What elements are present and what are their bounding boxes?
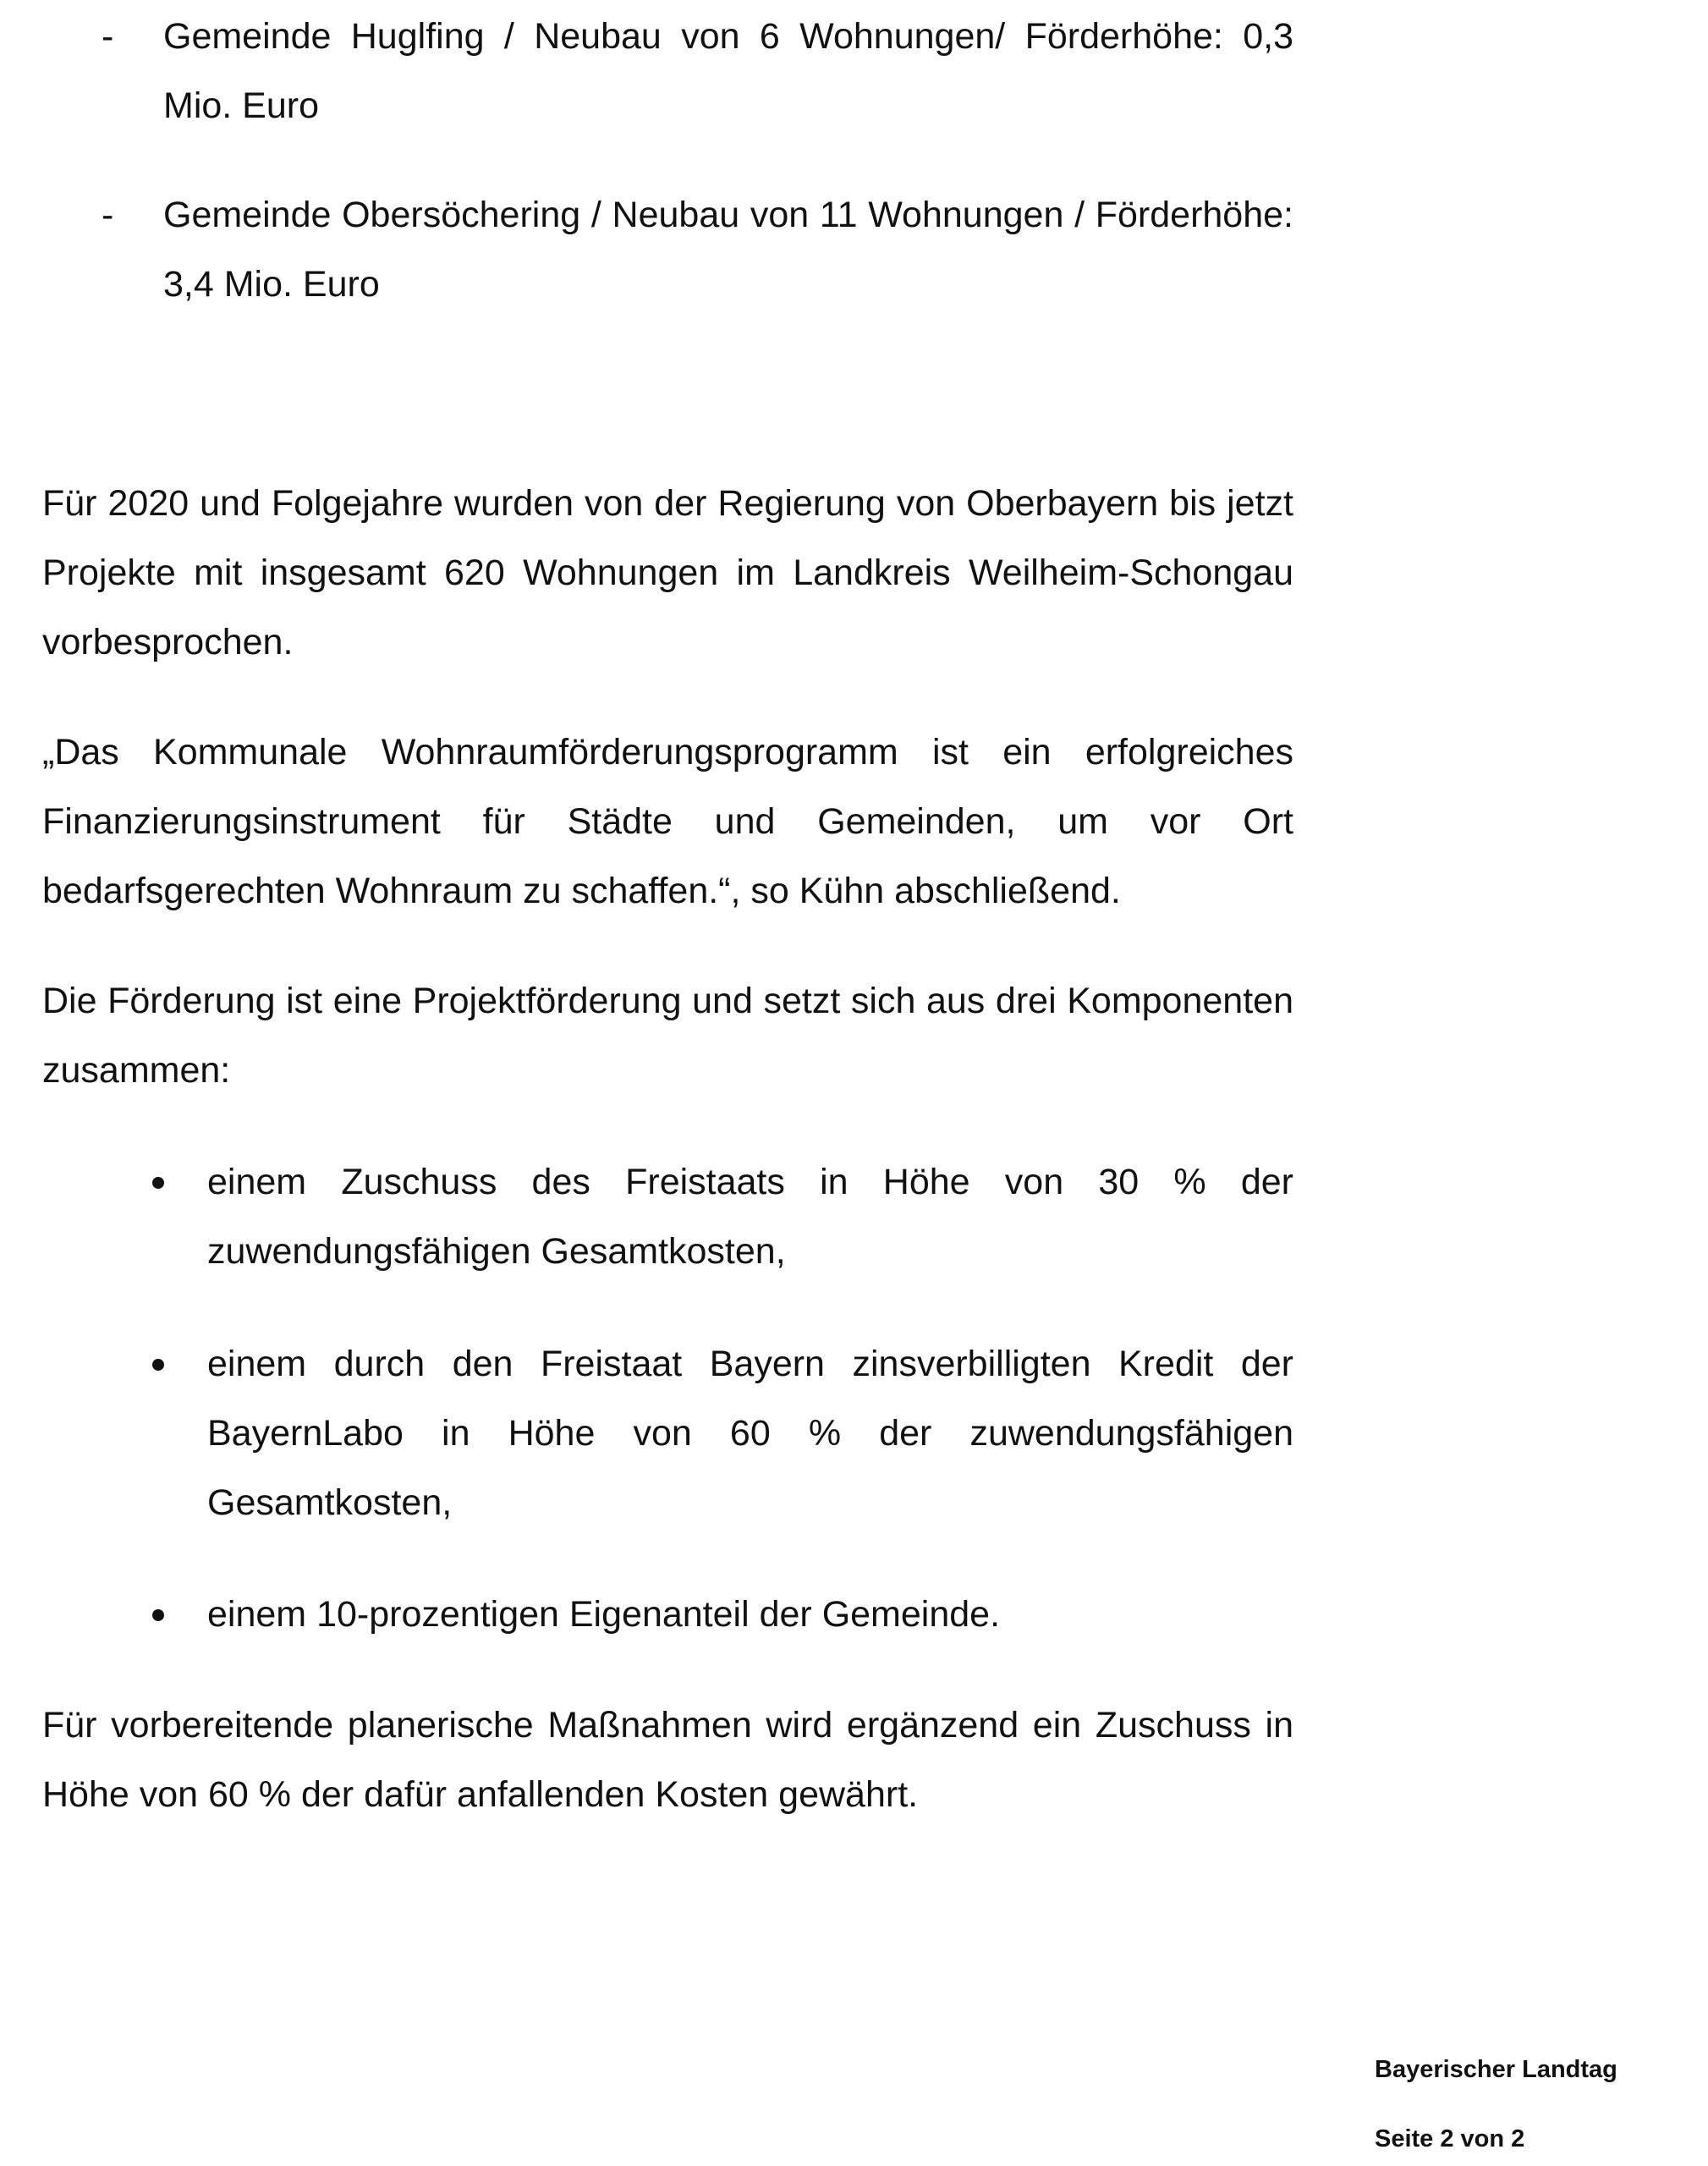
footer-organization: Bayerischer Landtag [1375, 2056, 1617, 2083]
bullet-icon [146, 1580, 171, 1649]
bullet-item-kredit: einem durch den Freistaat Bayern zinsverbilligten Kredit der BayernLabo in Höhe von 60 % der zuwendungsfähigen Gesamtkosten, [207, 1344, 1293, 1523]
bullet-item-zuschuss: einem Zuschuss des Freistaats in Höhe von 30 % der zuwendungsfähigen Gesamtkosten, [207, 1162, 1293, 1272]
paragraph-quote: „Das Kommunale Wohnraumförderungsprogramm ist ein erfolgreiches Finanzierungsinstrument für Städte und Gemeinden, um vor Ort bedarfsgerechten Wohnraum zu schaffen.“, so Kühn abschließend. [42, 732, 1293, 911]
bullet-icon [146, 1147, 171, 1217]
dash-list-item-obersoechering: Gemeinde Obersöchering / Neubau von 11 Wohnungen / Förderhöhe: 3,4 Mio. Euro [163, 195, 1293, 305]
dash-marker: - [102, 16, 114, 57]
paragraph-planerische-massnahmen: Für vorbereitende planerische Maßnahmen wird ergänzend ein Zuschuss in Höhe von 60 % der dafür anfallenden Kosten gewährt. [42, 1705, 1293, 1815]
dash-marker: - [102, 195, 114, 235]
paragraph-folgejahre: Für 2020 und Folgejahre wurden von der Regierung von Oberbayern bis jetzt Projekte mit insgesamt 620 Wohnungen im Landkreis Weilheim-Schongau vorbesprochen. [42, 483, 1293, 662]
footer-page-number: Seite 2 von 2 [1375, 2125, 1525, 2152]
dash-list-item-huglfing: Gemeinde Huglfing / Neubau von 6 Wohnungen/ Förderhöhe: 0,3 Mio. Euro [163, 16, 1293, 126]
bullet-icon [146, 1329, 171, 1399]
bullet-item-eigenanteil: einem 10-prozentigen Eigenanteil der Gemeinde. [207, 1594, 1001, 1635]
paragraph-komponenten: Die Förderung ist eine Projektförderung und setzt sich aus drei Komponenten zusammen: [42, 981, 1293, 1091]
